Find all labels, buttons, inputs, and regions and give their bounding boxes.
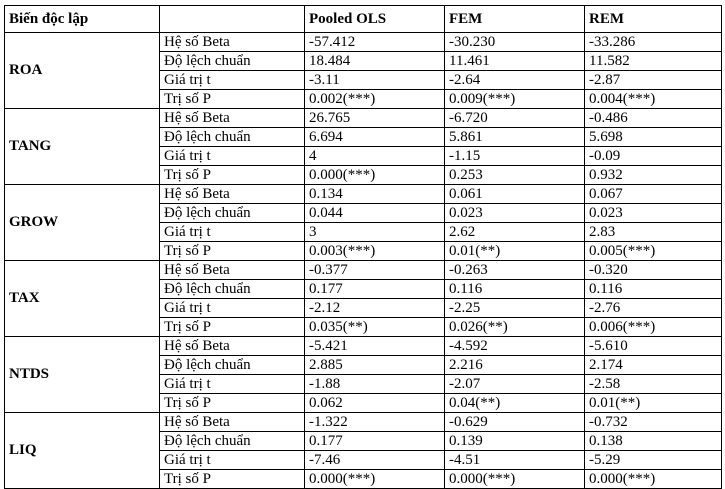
- fem-value: -1.15: [445, 147, 585, 166]
- statistic-label: Trị số P: [160, 242, 305, 261]
- rem-value: -0.09: [585, 147, 722, 166]
- rem-value: -0.486: [585, 109, 722, 128]
- rem-value: -5.610: [585, 337, 722, 356]
- table-row: [5, 33, 722, 52]
- header-statistic: [160, 6, 305, 33]
- statistic-label: Trị số P: [160, 394, 305, 413]
- statistic-label: Hệ số Beta: [160, 261, 305, 280]
- table-row: [5, 109, 722, 128]
- rem-value: 0.067: [585, 185, 722, 204]
- fem-value: 0.009(***): [445, 90, 585, 109]
- fem-value: 0.139: [445, 432, 585, 451]
- table-body: [5, 33, 722, 489]
- rem-value: -2.76: [585, 299, 722, 318]
- pooled-ols-value: -5.421: [305, 337, 445, 356]
- pooled-ols-value: 0.044: [305, 204, 445, 223]
- statistic-label: Trị số P: [160, 318, 305, 337]
- statistic-label: Độ lệch chuẩn: [160, 128, 305, 147]
- fem-value: -0.629: [445, 413, 585, 432]
- rem-value: -2.87: [585, 71, 722, 90]
- rem-value: 0.932: [585, 166, 722, 185]
- rem-value: -0.732: [585, 413, 722, 432]
- statistic-label: Độ lệch chuẩn: [160, 280, 305, 299]
- pooled-ols-value: -2.12: [305, 299, 445, 318]
- pooled-ols-value: 0.062: [305, 394, 445, 413]
- pooled-ols-value: 4: [305, 147, 445, 166]
- rem-value: 11.582: [585, 52, 722, 71]
- statistic-label: Độ lệch chuẩn: [160, 432, 305, 451]
- fem-value: -0.263: [445, 261, 585, 280]
- fem-value: 0.061: [445, 185, 585, 204]
- statistic-label: Độ lệch chuẩn: [160, 356, 305, 375]
- statistic-label: Giá trị t: [160, 451, 305, 470]
- rem-value: 2.174: [585, 356, 722, 375]
- statistic-label: Hệ số Beta: [160, 109, 305, 128]
- variable-name: ROA: [5, 33, 160, 109]
- fem-value: -30.230: [445, 33, 585, 52]
- rem-value: 0.005(***): [585, 242, 722, 261]
- statistic-label: Trị số P: [160, 470, 305, 489]
- variable-name: LIQ: [5, 413, 160, 489]
- statistic-label: Hệ số Beta: [160, 33, 305, 52]
- header-pooled-ols: Pooled OLS: [305, 6, 445, 33]
- pooled-ols-value: -1.322: [305, 413, 445, 432]
- pooled-ols-value: 0.177: [305, 280, 445, 299]
- fem-value: -2.25: [445, 299, 585, 318]
- header-row: [5, 6, 722, 33]
- rem-value: 0.000(***): [585, 470, 722, 489]
- pooled-ols-value: 0.134: [305, 185, 445, 204]
- table-row: [5, 261, 722, 280]
- rem-value: -33.286: [585, 33, 722, 52]
- fem-value: -4.592: [445, 337, 585, 356]
- fem-value: -6.720: [445, 109, 585, 128]
- fem-value: 5.861: [445, 128, 585, 147]
- pooled-ols-value: -1.88: [305, 375, 445, 394]
- statistic-label: Giá trị t: [160, 147, 305, 166]
- fem-value: 0.116: [445, 280, 585, 299]
- header-rem: REM: [585, 6, 722, 33]
- pooled-ols-value: -3.11: [305, 71, 445, 90]
- regression-results-table: [4, 5, 722, 489]
- pooled-ols-value: 3: [305, 223, 445, 242]
- pooled-ols-value: 0.002(***): [305, 90, 445, 109]
- pooled-ols-value: 26.765: [305, 109, 445, 128]
- statistic-label: Trị số P: [160, 166, 305, 185]
- rem-value: 0.138: [585, 432, 722, 451]
- fem-value: 0.01(**): [445, 242, 585, 261]
- rem-value: 5.698: [585, 128, 722, 147]
- statistic-label: Trị số P: [160, 90, 305, 109]
- rem-value: 2.83: [585, 223, 722, 242]
- table-row: [5, 413, 722, 432]
- variable-name: TANG: [5, 109, 160, 185]
- pooled-ols-value: -7.46: [305, 451, 445, 470]
- pooled-ols-value: 0.035(**): [305, 318, 445, 337]
- fem-value: 2.62: [445, 223, 585, 242]
- variable-name: NTDS: [5, 337, 160, 413]
- pooled-ols-value: 0.000(***): [305, 166, 445, 185]
- fem-value: 0.026(**): [445, 318, 585, 337]
- pooled-ols-value: -0.377: [305, 261, 445, 280]
- rem-value: 0.01(**): [585, 394, 722, 413]
- fem-value: -2.07: [445, 375, 585, 394]
- header-fem: FEM: [445, 6, 585, 33]
- fem-value: 0.04(**): [445, 394, 585, 413]
- fem-value: 2.216: [445, 356, 585, 375]
- fem-value: -2.64: [445, 71, 585, 90]
- statistic-label: Hệ số Beta: [160, 337, 305, 356]
- rem-value: 0.004(***): [585, 90, 722, 109]
- pooled-ols-value: 6.694: [305, 128, 445, 147]
- variable-name: TAX: [5, 261, 160, 337]
- statistic-label: Giá trị t: [160, 299, 305, 318]
- header-variable: Biến độc lập: [5, 6, 160, 33]
- rem-value: 0.023: [585, 204, 722, 223]
- rem-value: -5.29: [585, 451, 722, 470]
- statistic-label: Độ lệch chuẩn: [160, 52, 305, 71]
- fem-value: -4.51: [445, 451, 585, 470]
- pooled-ols-value: 0.177: [305, 432, 445, 451]
- pooled-ols-value: 0.003(***): [305, 242, 445, 261]
- rem-value: 0.116: [585, 280, 722, 299]
- rem-value: -2.58: [585, 375, 722, 394]
- variable-name: GROW: [5, 185, 160, 261]
- pooled-ols-value: 0.000(***): [305, 470, 445, 489]
- fem-value: 0.023: [445, 204, 585, 223]
- statistic-label: Hệ số Beta: [160, 185, 305, 204]
- fem-value: 0.253: [445, 166, 585, 185]
- table-row: [5, 337, 722, 356]
- rem-value: -0.320: [585, 261, 722, 280]
- pooled-ols-value: 2.885: [305, 356, 445, 375]
- statistic-label: Hệ số Beta: [160, 413, 305, 432]
- statistic-label: Độ lệch chuẩn: [160, 204, 305, 223]
- table-row: [5, 185, 722, 204]
- fem-value: 11.461: [445, 52, 585, 71]
- rem-value: 0.006(***): [585, 318, 722, 337]
- statistic-label: Giá trị t: [160, 375, 305, 394]
- fem-value: 0.000(***): [445, 470, 585, 489]
- statistic-label: Giá trị t: [160, 71, 305, 90]
- statistic-label: Giá trị t: [160, 223, 305, 242]
- pooled-ols-value: 18.484: [305, 52, 445, 71]
- pooled-ols-value: -57.412: [305, 33, 445, 52]
